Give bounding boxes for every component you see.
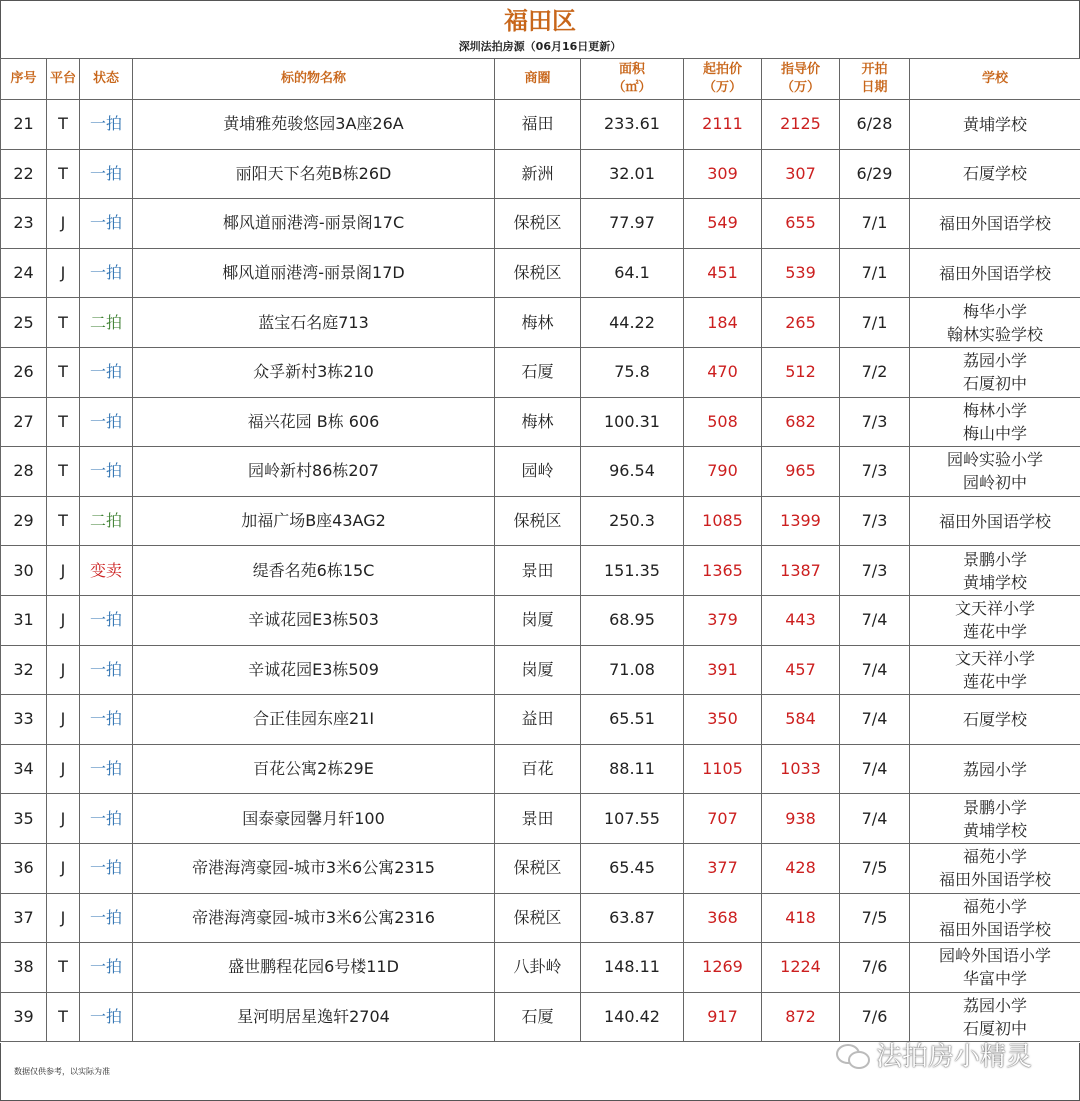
cell-status: 一拍 — [80, 645, 133, 695]
disclaimer: 数据仅供参考，以实际为准 — [14, 1067, 110, 1076]
cell-date: 7/1 — [840, 298, 910, 348]
cell-guide-price: 2125 — [762, 100, 840, 150]
cell-size: 107.55 — [581, 794, 684, 844]
cell-size: 96.54 — [581, 447, 684, 497]
cell-platform: J — [47, 546, 80, 596]
cell-no: 31 — [1, 595, 47, 645]
cell-start-price: 1365 — [684, 546, 762, 596]
cell-platform: T — [47, 100, 80, 150]
table-row — [1, 794, 1080, 844]
cell-status: 一拍 — [80, 744, 133, 794]
cell-school: 荔园小学 — [910, 744, 1080, 794]
header-area-name: 商圈 — [495, 59, 581, 100]
cell-name: 帝港海湾豪园-城市3米6公寓2316 — [133, 893, 495, 943]
cell-area-name: 石厦 — [495, 992, 581, 1042]
cell-platform: J — [47, 595, 80, 645]
cell-platform: T — [47, 447, 80, 497]
cell-school: 园岭实验小学 园岭初中 — [910, 447, 1080, 497]
cell-school: 文天祥小学 莲花中学 — [910, 595, 1080, 645]
cell-no: 35 — [1, 794, 47, 844]
cell-no: 32 — [1, 645, 47, 695]
cell-school: 梅林小学 梅山中学 — [910, 397, 1080, 447]
cell-start-price: 377 — [684, 843, 762, 893]
cell-date: 6/28 — [840, 100, 910, 150]
table-row — [1, 695, 1080, 745]
cell-area-name: 园岭 — [495, 447, 581, 497]
cell-area-name: 石厦 — [495, 347, 581, 397]
cell-size: 65.45 — [581, 843, 684, 893]
cell-start-price: 391 — [684, 645, 762, 695]
cell-name: 众孚新村3栋210 — [133, 347, 495, 397]
cell-area-name: 百花 — [495, 744, 581, 794]
cell-school: 福田外国语学校 — [910, 199, 1080, 249]
cell-no: 27 — [1, 397, 47, 447]
cell-date: 7/3 — [840, 496, 910, 546]
cell-start-price: 707 — [684, 794, 762, 844]
cell-guide-price: 512 — [762, 347, 840, 397]
page-title: 福田区 — [0, 0, 1080, 39]
cell-name: 盛世鹏程花园6号楼11D — [133, 943, 495, 993]
cell-date: 7/3 — [840, 447, 910, 497]
cell-status: 一拍 — [80, 149, 133, 199]
cell-date: 7/3 — [840, 546, 910, 596]
cell-start-price: 379 — [684, 595, 762, 645]
cell-start-price: 184 — [684, 298, 762, 348]
cell-start-price: 917 — [684, 992, 762, 1042]
cell-guide-price: 682 — [762, 397, 840, 447]
cell-area-name: 景田 — [495, 546, 581, 596]
cell-date: 7/4 — [840, 645, 910, 695]
cell-start-price: 309 — [684, 149, 762, 199]
cell-start-price: 1105 — [684, 744, 762, 794]
cell-platform: J — [47, 843, 80, 893]
cell-area-name: 岗厦 — [495, 595, 581, 645]
cell-size: 233.61 — [581, 100, 684, 150]
cell-guide-price: 655 — [762, 199, 840, 249]
table-body — [1, 100, 1080, 1042]
cell-no: 23 — [1, 199, 47, 249]
cell-platform: T — [47, 298, 80, 348]
cell-size: 140.42 — [581, 992, 684, 1042]
cell-date: 7/3 — [840, 397, 910, 447]
cell-name: 加福广场B座43AG2 — [133, 496, 495, 546]
cell-guide-price: 265 — [762, 298, 840, 348]
table-row — [1, 199, 1080, 249]
cell-name: 椰风道丽港湾-丽景阁17C — [133, 199, 495, 249]
table-row — [1, 546, 1080, 596]
cell-status: 一拍 — [80, 100, 133, 150]
cell-date: 7/6 — [840, 943, 910, 993]
cell-start-price: 1269 — [684, 943, 762, 993]
cell-no: 37 — [1, 893, 47, 943]
page-subtitle: 深圳法拍房源（06月16日更新） — [0, 38, 1080, 58]
cell-area-name: 保税区 — [495, 199, 581, 249]
cell-name: 辛诚花园E3栋503 — [133, 595, 495, 645]
header-size: 面积 （㎡） — [581, 59, 684, 100]
table-row — [1, 992, 1080, 1042]
table-row — [1, 447, 1080, 497]
cell-platform: J — [47, 695, 80, 745]
cell-status: 二拍 — [80, 496, 133, 546]
cell-school: 福苑小学 福田外国语学校 — [910, 893, 1080, 943]
cell-name: 合正佳园东座21I — [133, 695, 495, 745]
cell-size: 75.8 — [581, 347, 684, 397]
cell-status: 一拍 — [80, 843, 133, 893]
cell-name: 椰风道丽港湾-丽景阁17D — [133, 248, 495, 298]
cell-start-price: 451 — [684, 248, 762, 298]
cell-platform: J — [47, 794, 80, 844]
cell-guide-price: 1399 — [762, 496, 840, 546]
cell-name: 缇香名苑6栋15C — [133, 546, 495, 596]
cell-start-price: 2111 — [684, 100, 762, 150]
table-row — [1, 645, 1080, 695]
table-row — [1, 595, 1080, 645]
cell-size: 65.51 — [581, 695, 684, 745]
cell-school: 景鹏小学 黄埔学校 — [910, 546, 1080, 596]
cell-date: 6/29 — [840, 149, 910, 199]
cell-area-name: 梅林 — [495, 397, 581, 447]
cell-platform: J — [47, 744, 80, 794]
cell-guide-price: 418 — [762, 893, 840, 943]
cell-school: 黄埔学校 — [910, 100, 1080, 150]
cell-start-price: 470 — [684, 347, 762, 397]
cell-school: 荔园小学 石厦初中 — [910, 347, 1080, 397]
cell-no: 21 — [1, 100, 47, 150]
cell-status: 一拍 — [80, 248, 133, 298]
cell-guide-price: 938 — [762, 794, 840, 844]
cell-size: 151.35 — [581, 546, 684, 596]
header-date: 开拍 日期 — [840, 59, 910, 100]
cell-size: 68.95 — [581, 595, 684, 645]
cell-area-name: 新洲 — [495, 149, 581, 199]
cell-size: 77.97 — [581, 199, 684, 249]
cell-area-name: 益田 — [495, 695, 581, 745]
cell-platform: J — [47, 893, 80, 943]
header-no: 序号 — [1, 59, 47, 100]
cell-platform: J — [47, 248, 80, 298]
cell-size: 250.3 — [581, 496, 684, 546]
cell-platform: T — [47, 397, 80, 447]
cell-area-name: 景田 — [495, 794, 581, 844]
header-status: 状态 — [80, 59, 133, 100]
cell-start-price: 790 — [684, 447, 762, 497]
cell-no: 29 — [1, 496, 47, 546]
cell-name: 黄埔雅苑骏悠园3A座26A — [133, 100, 495, 150]
cell-start-price: 350 — [684, 695, 762, 745]
cell-name: 蓝宝石名庭713 — [133, 298, 495, 348]
cell-no: 26 — [1, 347, 47, 397]
cell-size: 64.1 — [581, 248, 684, 298]
cell-area-name: 八卦岭 — [495, 943, 581, 993]
cell-no: 28 — [1, 447, 47, 497]
cell-status: 一拍 — [80, 893, 133, 943]
table-row — [1, 496, 1080, 546]
cell-platform: T — [47, 992, 80, 1042]
cell-date: 7/1 — [840, 248, 910, 298]
cell-name: 辛诚花园E3栋509 — [133, 645, 495, 695]
cell-size: 44.22 — [581, 298, 684, 348]
cell-no: 36 — [1, 843, 47, 893]
table-row — [1, 149, 1080, 199]
cell-guide-price: 1033 — [762, 744, 840, 794]
cell-name: 丽阳天下名苑B栋26D — [133, 149, 495, 199]
cell-size: 32.01 — [581, 149, 684, 199]
cell-guide-price: 428 — [762, 843, 840, 893]
cell-guide-price: 584 — [762, 695, 840, 745]
table-row — [1, 100, 1080, 150]
cell-guide-price: 965 — [762, 447, 840, 497]
cell-size: 100.31 — [581, 397, 684, 447]
cell-no: 24 — [1, 248, 47, 298]
cell-no: 39 — [1, 992, 47, 1042]
listing-table — [0, 58, 1080, 1042]
cell-guide-price: 872 — [762, 992, 840, 1042]
watermark — [836, 1036, 1032, 1073]
cell-date: 7/6 — [840, 992, 910, 1042]
cell-school: 景鹏小学 黄埔学校 — [910, 794, 1080, 844]
cell-status: 一拍 — [80, 447, 133, 497]
cell-guide-price: 539 — [762, 248, 840, 298]
header-row — [1, 59, 1080, 100]
cell-platform: T — [47, 496, 80, 546]
table-row — [1, 347, 1080, 397]
cell-guide-price: 443 — [762, 595, 840, 645]
table-row — [1, 298, 1080, 348]
cell-school: 园岭外国语小学 华富中学 — [910, 943, 1080, 993]
cell-area-name: 保税区 — [495, 496, 581, 546]
cell-date: 7/4 — [840, 695, 910, 745]
cell-platform: T — [47, 149, 80, 199]
cell-status: 一拍 — [80, 943, 133, 993]
cell-platform: T — [47, 347, 80, 397]
cell-no: 22 — [1, 149, 47, 199]
cell-name: 国泰豪园馨月轩100 — [133, 794, 495, 844]
cell-status: 一拍 — [80, 992, 133, 1042]
header-name: 标的物名称 — [133, 59, 495, 100]
cell-area-name: 保税区 — [495, 248, 581, 298]
table-row — [1, 397, 1080, 447]
wechat-icon — [836, 1042, 870, 1068]
cell-date: 7/4 — [840, 595, 910, 645]
cell-name: 福兴花园 B栋 606 — [133, 397, 495, 447]
cell-no: 34 — [1, 744, 47, 794]
cell-platform: J — [47, 199, 80, 249]
cell-name: 园岭新村86栋207 — [133, 447, 495, 497]
cell-school: 福田外国语学校 — [910, 248, 1080, 298]
cell-no: 25 — [1, 298, 47, 348]
table-row — [1, 943, 1080, 993]
cell-school: 石厦学校 — [910, 149, 1080, 199]
cell-date: 7/5 — [840, 893, 910, 943]
cell-school: 福田外国语学校 — [910, 496, 1080, 546]
cell-status: 二拍 — [80, 298, 133, 348]
cell-area-name: 福田 — [495, 100, 581, 150]
table-row — [1, 893, 1080, 943]
cell-date: 7/1 — [840, 199, 910, 249]
cell-school: 梅华小学 翰林实验学校 — [910, 298, 1080, 348]
cell-size: 148.11 — [581, 943, 684, 993]
cell-status: 一拍 — [80, 347, 133, 397]
cell-date: 7/4 — [840, 744, 910, 794]
cell-area-name: 岗厦 — [495, 645, 581, 695]
cell-area-name: 梅林 — [495, 298, 581, 348]
cell-size: 88.11 — [581, 744, 684, 794]
cell-name: 星河明居星逸轩2704 — [133, 992, 495, 1042]
cell-start-price: 1085 — [684, 496, 762, 546]
cell-date: 7/4 — [840, 794, 910, 844]
cell-guide-price: 1224 — [762, 943, 840, 993]
cell-guide-price: 457 — [762, 645, 840, 695]
cell-guide-price: 1387 — [762, 546, 840, 596]
cell-no: 38 — [1, 943, 47, 993]
cell-status: 一拍 — [80, 397, 133, 447]
cell-start-price: 368 — [684, 893, 762, 943]
header-start-price: 起拍价 （万） — [684, 59, 762, 100]
header-guide-price: 指导价 （万） — [762, 59, 840, 100]
table-row — [1, 248, 1080, 298]
cell-school: 文天祥小学 莲花中学 — [910, 645, 1080, 695]
cell-name: 百花公寓2栋29E — [133, 744, 495, 794]
cell-status: 一拍 — [80, 595, 133, 645]
cell-name: 帝港海湾豪园-城市3米6公寓2315 — [133, 843, 495, 893]
watermark-text: 法拍房小精灵 — [876, 1042, 1033, 1072]
header-school: 学校 — [910, 59, 1080, 100]
cell-no: 33 — [1, 695, 47, 745]
header-platform: 平台 — [47, 59, 80, 100]
cell-status: 一拍 — [80, 199, 133, 249]
cell-school: 石厦学校 — [910, 695, 1080, 745]
cell-platform: T — [47, 943, 80, 993]
table-row — [1, 843, 1080, 893]
cell-status: 变卖 — [80, 546, 133, 596]
cell-start-price: 549 — [684, 199, 762, 249]
cell-size: 63.87 — [581, 893, 684, 943]
cell-status: 一拍 — [80, 695, 133, 745]
cell-platform: J — [47, 645, 80, 695]
cell-date: 7/2 — [840, 347, 910, 397]
cell-area-name: 保税区 — [495, 843, 581, 893]
cell-area-name: 保税区 — [495, 893, 581, 943]
cell-no: 30 — [1, 546, 47, 596]
cell-status: 一拍 — [80, 794, 133, 844]
cell-size: 71.08 — [581, 645, 684, 695]
cell-guide-price: 307 — [762, 149, 840, 199]
cell-school: 荔园小学 石厦初中 — [910, 992, 1080, 1042]
cell-school: 福苑小学 福田外国语学校 — [910, 843, 1080, 893]
cell-date: 7/5 — [840, 843, 910, 893]
cell-start-price: 508 — [684, 397, 762, 447]
table-row — [1, 744, 1080, 794]
